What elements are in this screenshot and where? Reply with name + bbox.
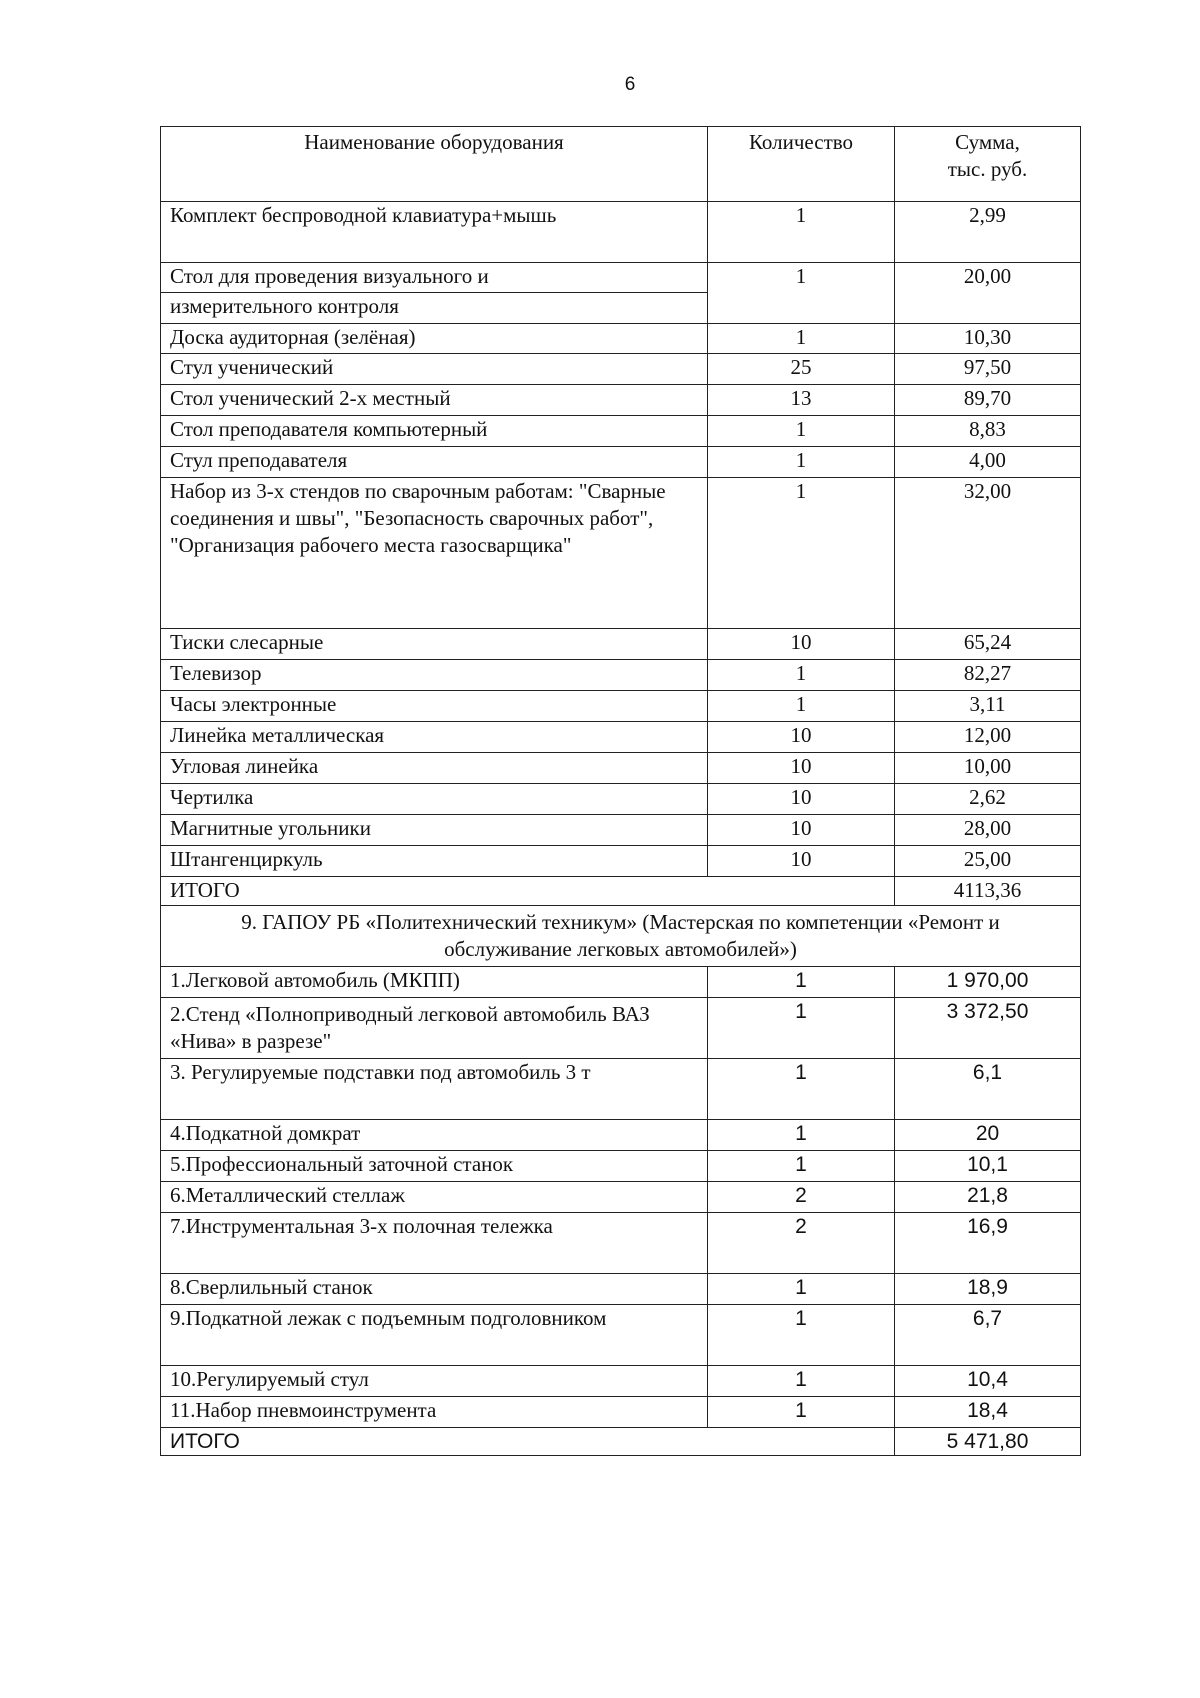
- item-name: Тиски слесарные: [161, 629, 708, 660]
- item-sum: 20,00: [895, 263, 1081, 324]
- item-sum: 25,00: [895, 846, 1081, 877]
- item-sum: 10,30: [895, 324, 1081, 354]
- item-name: 2.Стенд «Полноприводный легковой автомобиль ВАЗ «Нива» в разрезе": [161, 998, 708, 1059]
- item-qty: 1: [708, 1059, 895, 1120]
- item-sum: 3,11: [895, 691, 1081, 722]
- table-row: [161, 1182, 1081, 1213]
- table-row: [161, 1305, 1081, 1366]
- item-qty: 1: [708, 324, 895, 354]
- item-sum: 89,70: [895, 385, 1081, 416]
- table-row: [161, 354, 1081, 385]
- item-name: 10.Регулируемый стул: [161, 1366, 708, 1397]
- item-qty: 1: [708, 967, 895, 998]
- table-row: [161, 385, 1081, 416]
- item-name: Стол ученический 2-х местный: [161, 385, 708, 416]
- item-qty: 2: [708, 1182, 895, 1213]
- item-sum: 32,00: [895, 478, 1081, 629]
- item-name: Комплект беспроводной клавиатура+мышь: [161, 202, 708, 263]
- equipment-table: [160, 126, 1081, 1456]
- item-sum: 16,9: [895, 1213, 1081, 1274]
- page-number: 6: [624, 74, 636, 95]
- section-caption-row: [161, 906, 1081, 967]
- item-sum: 6,1: [895, 1059, 1081, 1120]
- table-row: [161, 1151, 1081, 1182]
- item-sum: 2,99: [895, 202, 1081, 263]
- item-qty: 1: [708, 478, 895, 629]
- table-row: [161, 447, 1081, 478]
- item-name: Магнитные угольники: [161, 815, 708, 846]
- item-name: 3. Регулируемые подставки под автомобиль 3 т: [161, 1059, 708, 1120]
- table-row: [161, 1366, 1081, 1397]
- item-qty: 1: [708, 691, 895, 722]
- table-row: [161, 416, 1081, 447]
- item-name: Штангенциркуль: [161, 846, 708, 877]
- item-qty: 1: [708, 447, 895, 478]
- table-row: [161, 478, 1081, 629]
- table-row: [161, 324, 1081, 354]
- item-qty: 10: [708, 846, 895, 877]
- table-row: [161, 998, 1081, 1059]
- total-sum: 4113,36: [895, 877, 1081, 906]
- item-name: 9.Подкатной лежак с подъемным подголовником: [161, 1305, 708, 1366]
- item-name: 4.Подкатной домкрат: [161, 1120, 708, 1151]
- table-row: [161, 784, 1081, 815]
- item-sum: 82,27: [895, 660, 1081, 691]
- item-sum: 18,4: [895, 1397, 1081, 1428]
- item-qty: 1: [708, 263, 895, 324]
- table-row: [161, 967, 1081, 998]
- item-sum: 6,7: [895, 1305, 1081, 1366]
- header-sum: Сумма, тыс. руб.: [895, 127, 1081, 202]
- item-qty: 1: [708, 1274, 895, 1305]
- item-qty: 1: [708, 660, 895, 691]
- item-name: 7.Инструментальная 3-х полочная тележка: [161, 1213, 708, 1274]
- table-row: [161, 753, 1081, 784]
- item-name: Стул преподавателя: [161, 447, 708, 478]
- item-name: Доска аудиторная (зелёная): [161, 324, 708, 354]
- item-sum: 10,1: [895, 1151, 1081, 1182]
- item-qty: 1: [708, 1305, 895, 1366]
- table-row: [161, 629, 1081, 660]
- item-name: Стол для проведения визуального и: [161, 263, 708, 293]
- table-header-row: [161, 127, 1081, 202]
- item-name: измерительного контроля: [161, 293, 708, 324]
- item-name: 5.Профессиональный заточной станок: [161, 1151, 708, 1182]
- table-row: [161, 846, 1081, 877]
- table-row: [161, 263, 1081, 293]
- item-name: Чертилка: [161, 784, 708, 815]
- table-row: [161, 202, 1081, 263]
- item-qty: 10: [708, 784, 895, 815]
- item-name: Набор из 3-х стендов по сварочным работам: "Сварные соединения и швы", "Безопасность сварочных работ", "Организация рабочего места газосварщика": [161, 478, 708, 629]
- item-qty: 10: [708, 753, 895, 784]
- item-qty: 1: [708, 416, 895, 447]
- item-qty: 1: [708, 1151, 895, 1182]
- item-name: 1.Легковой автомобиль (МКПП): [161, 967, 708, 998]
- item-name: 11.Набор пневмоинструмента: [161, 1397, 708, 1428]
- item-sum: 3 372,50: [895, 998, 1081, 1059]
- item-name: Стул ученический: [161, 354, 708, 385]
- item-qty: 1: [708, 202, 895, 263]
- table-row: [161, 1059, 1081, 1120]
- item-sum: 2,62: [895, 784, 1081, 815]
- item-qty: 1: [708, 1366, 895, 1397]
- item-qty: 25: [708, 354, 895, 385]
- item-sum: 97,50: [895, 354, 1081, 385]
- header-name: Наименование оборудования: [161, 127, 708, 202]
- item-sum: 18,9: [895, 1274, 1081, 1305]
- table-row: [161, 815, 1081, 846]
- table-row: [161, 1213, 1081, 1274]
- item-qty: 2: [708, 1213, 895, 1274]
- total-sum: 5 471,80: [895, 1428, 1081, 1456]
- item-sum: 1 970,00: [895, 967, 1081, 998]
- total-row: [161, 877, 1081, 906]
- total-label: ИТОГО: [161, 877, 895, 906]
- item-qty: 10: [708, 629, 895, 660]
- item-sum: 65,24: [895, 629, 1081, 660]
- item-sum: 21,8: [895, 1182, 1081, 1213]
- item-name: Телевизор: [161, 660, 708, 691]
- table-row: [161, 1120, 1081, 1151]
- table-row: [161, 1397, 1081, 1428]
- total-label: ИТОГО: [161, 1428, 895, 1456]
- total-row: [161, 1428, 1081, 1456]
- item-sum: 28,00: [895, 815, 1081, 846]
- item-name: 6.Металлический стеллаж: [161, 1182, 708, 1213]
- item-name: 8.Сверлильный станок: [161, 1274, 708, 1305]
- item-name: Линейка металлическая: [161, 722, 708, 753]
- table-row: [161, 1274, 1081, 1305]
- item-sum: 20: [895, 1120, 1081, 1151]
- item-qty: 10: [708, 815, 895, 846]
- item-qty: 10: [708, 722, 895, 753]
- item-sum: 10,00: [895, 753, 1081, 784]
- item-qty: 1: [708, 1120, 895, 1151]
- table-row: [161, 722, 1081, 753]
- item-name: Часы электронные: [161, 691, 708, 722]
- item-name: Угловая линейка: [161, 753, 708, 784]
- item-sum: 4,00: [895, 447, 1081, 478]
- item-qty: 13: [708, 385, 895, 416]
- item-sum: 8,83: [895, 416, 1081, 447]
- table-row: [161, 660, 1081, 691]
- item-sum: 10,4: [895, 1366, 1081, 1397]
- item-qty: 1: [708, 998, 895, 1059]
- section-caption: 9. ГАПОУ РБ «Политехнический техникум» (Мастерская по компетенции «Ремонт и обслуживание легковых автомобилей»): [161, 906, 1081, 967]
- item-sum: 12,00: [895, 722, 1081, 753]
- item-qty: 1: [708, 1397, 895, 1428]
- item-name: Стол преподавателя компьютерный: [161, 416, 708, 447]
- table-row: [161, 691, 1081, 722]
- header-qty: Количество: [708, 127, 895, 202]
